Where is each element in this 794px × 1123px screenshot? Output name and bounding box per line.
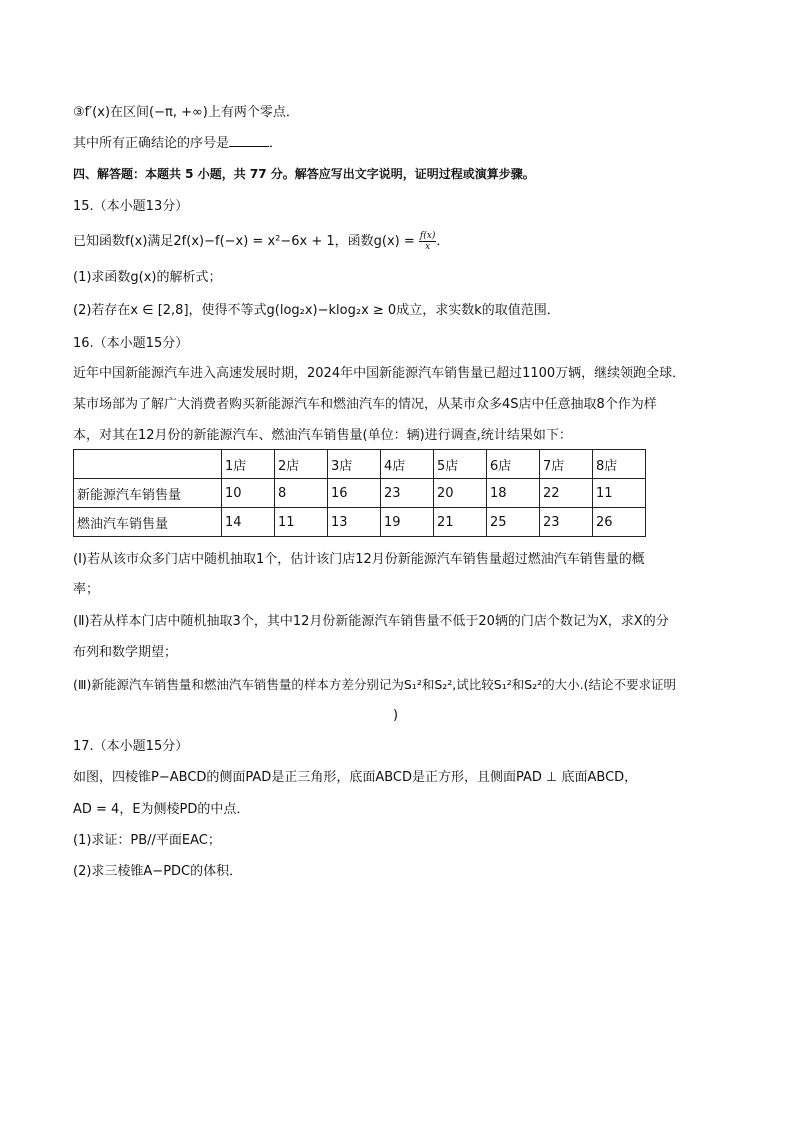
item-3-text: f′(x)在区间(−π, +∞)上有两个零点． (84, 105, 299, 120)
q16-part1-line1: (Ⅰ)若从该市众多门店中随机抽取1个，估计该门店12月份新能源汽车销售量超过燃油汽车销售量的概 (73, 552, 645, 567)
q17-part1: (1)求证：PB//平面EAC； (73, 833, 221, 848)
table-column-header: 4店 (381, 450, 434, 479)
table-cell: 26 (593, 508, 646, 537)
table-cell: 13 (328, 508, 381, 537)
table-cell: 18 (487, 479, 540, 508)
q16-part2-line1: (Ⅱ)若从样本门店中随机抽取3个，其中12月份新能源汽车销售量不低于20辆的门店个数记为X，求X的分 (73, 614, 669, 629)
table-column-header: 3店 (328, 450, 381, 479)
section-4-heading: 四、解答题：本题共 5 小题，共 77 分。解答应写出文字说明，证明过程或演算步骤。 (73, 167, 535, 181)
q17-stem-line2: AD = 4，E为侧棱PD的中点． (73, 802, 250, 817)
table-cell: 11 (275, 508, 328, 537)
table-header-row (74, 450, 646, 479)
table-corner-cell (74, 450, 222, 479)
table-cell: 25 (487, 508, 540, 537)
table-cell: 11 (593, 479, 646, 508)
q17-stem-line1: 如图，四棱锥P−ABCD的侧面PAD是正三角形，底面ABCD是正方形，且侧面PAD ⊥ 底面ABCD， (73, 770, 638, 785)
q16-part3-line1: (Ⅲ)新能源汽车销售量和燃油汽车销售量的样本方差分别记为S₁²和S₂²,试比较S₁²和S₂²的大小.(结论不要求证明 (73, 677, 677, 692)
answer-blank (229, 133, 269, 147)
q16-header: 16.（本小题15分） (73, 336, 189, 351)
answer-prompt-line (73, 133, 282, 154)
sales-table (73, 449, 646, 537)
table-column-header: 7店 (540, 450, 593, 479)
q15-fraction (419, 231, 436, 252)
table-cell: 19 (381, 508, 434, 537)
table-cell: 8 (275, 479, 328, 508)
q16-part3-line2: ) (393, 708, 399, 723)
q15-part1: (1)求函数g(x)的解析式； (73, 270, 222, 285)
q15-stem-text: 已知函数f(x)满足2f(x)−f(−x) = x²−6x + 1，函数g(x) = (73, 234, 415, 249)
q15-fraction-denominator: x (425, 242, 431, 252)
q17-header: 17.（本小题15分） (73, 739, 189, 754)
q16-para2: 某市场部为了解广大消费者购买新能源汽车和燃油汽车的情况，从某市众多4S店中任意抽取8个作为样 (73, 397, 657, 412)
table-cell: 10 (222, 479, 275, 508)
table-row-fuel (74, 508, 646, 537)
q16-para1: 近年中国新能源汽车进入高速发展时期，2024年中国新能源汽车销售量已超过1100万辆，继续领跑全球． (73, 366, 686, 381)
table-cell: 16 (328, 479, 381, 508)
q16-para3: 本，对其在12月份的新能源汽车、燃油汽车销售量(单位：辆)进行调查,统计结果如下： (73, 428, 572, 443)
table-cell: 22 (540, 479, 593, 508)
q15-fraction-numerator: f(x) (419, 231, 436, 241)
table-row-new-energy (74, 479, 646, 508)
table-cell: 20 (434, 479, 487, 508)
table-column-header: 1店 (222, 450, 275, 479)
table-cell: 14 (222, 508, 275, 537)
table-column-header: 8店 (593, 450, 646, 479)
table-column-header: 6店 (487, 450, 540, 479)
item-3-statement (73, 103, 299, 123)
answer-prompt: 其中所有正确结论的序号是 (73, 136, 230, 151)
table-column-header: 2店 (275, 450, 328, 479)
q17-part2: (2)求三棱锥A−PDC的体积． (73, 864, 243, 879)
q15-stem (73, 231, 449, 252)
table-column-header: 5店 (434, 450, 487, 479)
q15-stem-end: ． (436, 234, 450, 249)
item-3-mark: ③ (73, 105, 85, 120)
q16-part1-line2: 率； (73, 582, 100, 597)
q16-part2-line2: 布列和数学期望； (73, 645, 178, 660)
table-row-label: 新能源汽车销售量 (74, 479, 222, 508)
q15-part2: (2)若存在x ∈ [2,8]，使得不等式g(log₂x)−klog₂x ≥ 0成立，求实数k的取值范围． (73, 303, 560, 318)
table-cell: 23 (540, 508, 593, 537)
table-cell: 23 (381, 479, 434, 508)
table-cell: 21 (434, 508, 487, 537)
answer-end: ． (269, 136, 283, 151)
table-row-label: 燃油汽车销售量 (74, 508, 222, 537)
q15-header: 15.（本小题13分） (73, 199, 189, 214)
